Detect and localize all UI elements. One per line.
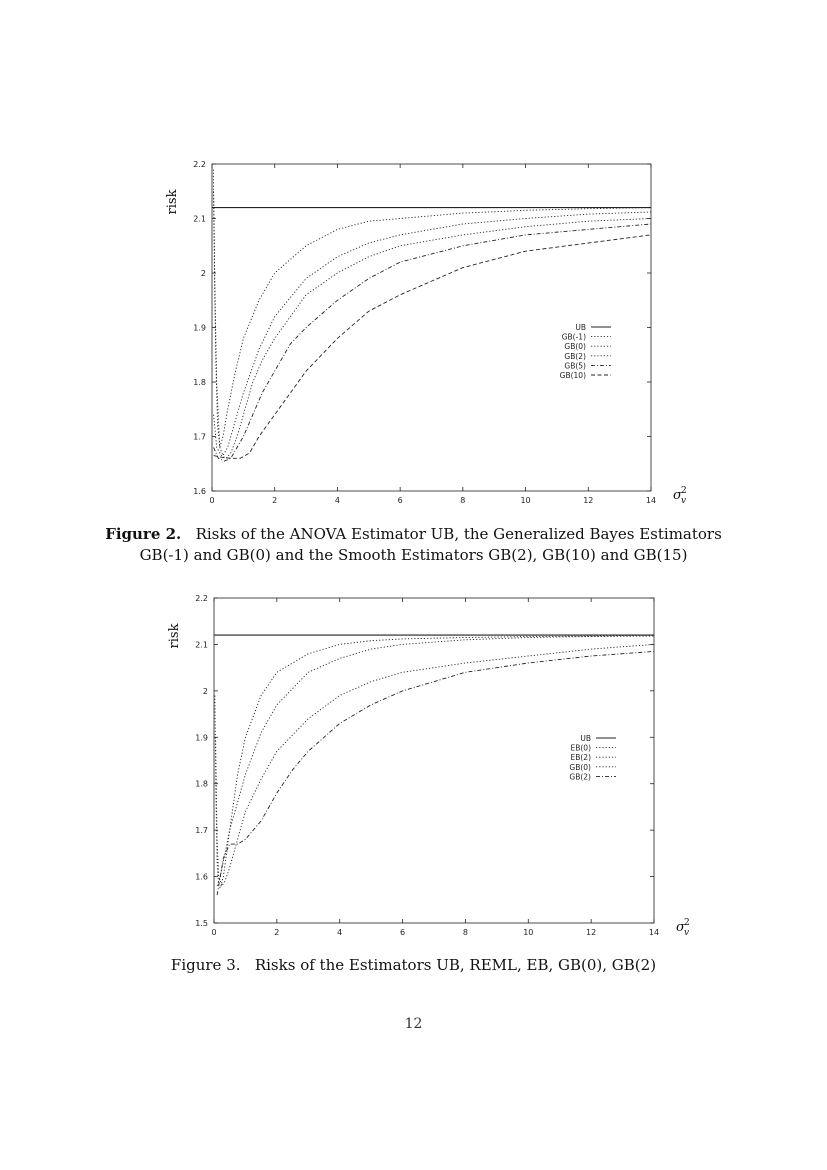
chart0-legend-label: GB(5) [564,361,586,371]
chart0-xtick-label: 10 [520,496,531,505]
chart1-ytick-label: 1.7 [195,826,208,836]
chart1-ytick-label: 2.1 [195,640,208,650]
chart0-legend-label: UB [575,323,586,332]
chart0-xlabel: σ [673,488,682,503]
figure-2-caption [0,524,827,566]
chart0-legend-label: GB(10) [559,371,586,380]
chart1-xtick-label: 2 [274,928,280,937]
chart0-xlabel-sup: 2 [681,486,687,496]
chart1-ytick-label: 1.6 [195,872,208,882]
figure-2-caption-line1 [0,524,827,545]
chart0-ytick-label: 2 [200,269,206,278]
chart0-xtick-label: 4 [334,496,340,505]
chart0-xtick-label: 0 [209,496,215,505]
chart1-xtick-label: 4 [337,928,343,937]
chart0-xtick-label: 2 [272,496,278,505]
chart0-ytick-label: 1.8 [193,378,206,387]
chart0-xlabel-sub: v [681,496,687,506]
chart1-xtick-label: 6 [400,928,406,937]
chart0-legend-label: GB(2) [564,351,586,361]
chart1-ylabel: risk [167,623,182,649]
chart1-xtick-label: 14 [648,928,660,937]
chart1-legend-label: EB(0) [570,743,591,753]
chart1-xlabel-sub: v [684,928,690,938]
figure-3-number: Figure 3. [170,956,241,974]
page-number: 12 [404,1016,423,1032]
chart1-legend-label: EB(2) [570,753,591,763]
chart0-ytick-label: 2.1 [193,214,206,224]
chart0-ytick-label: 1.9 [193,323,206,333]
chart1-legend-label: UB [580,734,591,743]
chart0-xtick-label: 6 [397,496,403,505]
chart0-xtick-label: 14 [645,496,657,505]
figure-2-caption-text1: Risks of the ANOVA Estimator UB, the Generalized Bayes Estimators [195,525,722,543]
figure-3-caption-text: Risks of the Estimators UB, REML, EB, GB(0), GB(2) [254,956,657,974]
chart0-legend-label: GB(0) [564,342,586,352]
chart1-legend-label: GB(2) [569,772,591,782]
chart0-legend-label: GB(-1) [561,332,586,342]
chart0-xtick-label: 8 [460,496,466,505]
chart1-ytick-label: 2.2 [195,594,208,603]
chart1-xtick-label: 10 [523,928,534,937]
chart1-xtick-label: 0 [211,928,217,937]
chart1-xlabel: σ [676,920,685,935]
chart1-ytick-label: 1.8 [195,779,208,789]
chart1-xlabel-sup: 2 [684,918,690,928]
chart1-legend-label: GB(0) [569,762,591,772]
chart0-xtick-label: 12 [583,496,594,505]
figure-2-number: Figure 2. [105,525,182,543]
figure-2-caption-line2: GB(-1) and GB(0) and the Smooth Estimators GB(2), GB(10) and GB(15) [139,546,688,564]
chart0-ytick-label: 1.6 [193,487,206,496]
chart0-ytick-label: 1.7 [193,432,206,442]
chart1-xtick-label: 12 [586,928,597,937]
chart1-xtick-label: 8 [462,928,468,937]
chart1-ytick-label: 2 [202,686,208,696]
chart0-ytick-label: 2.2 [193,160,206,169]
figure-3-caption [0,955,827,976]
chart0-ylabel: risk [165,189,180,215]
chart1-ytick-label: 1.9 [195,733,208,743]
chart1-ytick-label: 1.5 [195,919,208,928]
